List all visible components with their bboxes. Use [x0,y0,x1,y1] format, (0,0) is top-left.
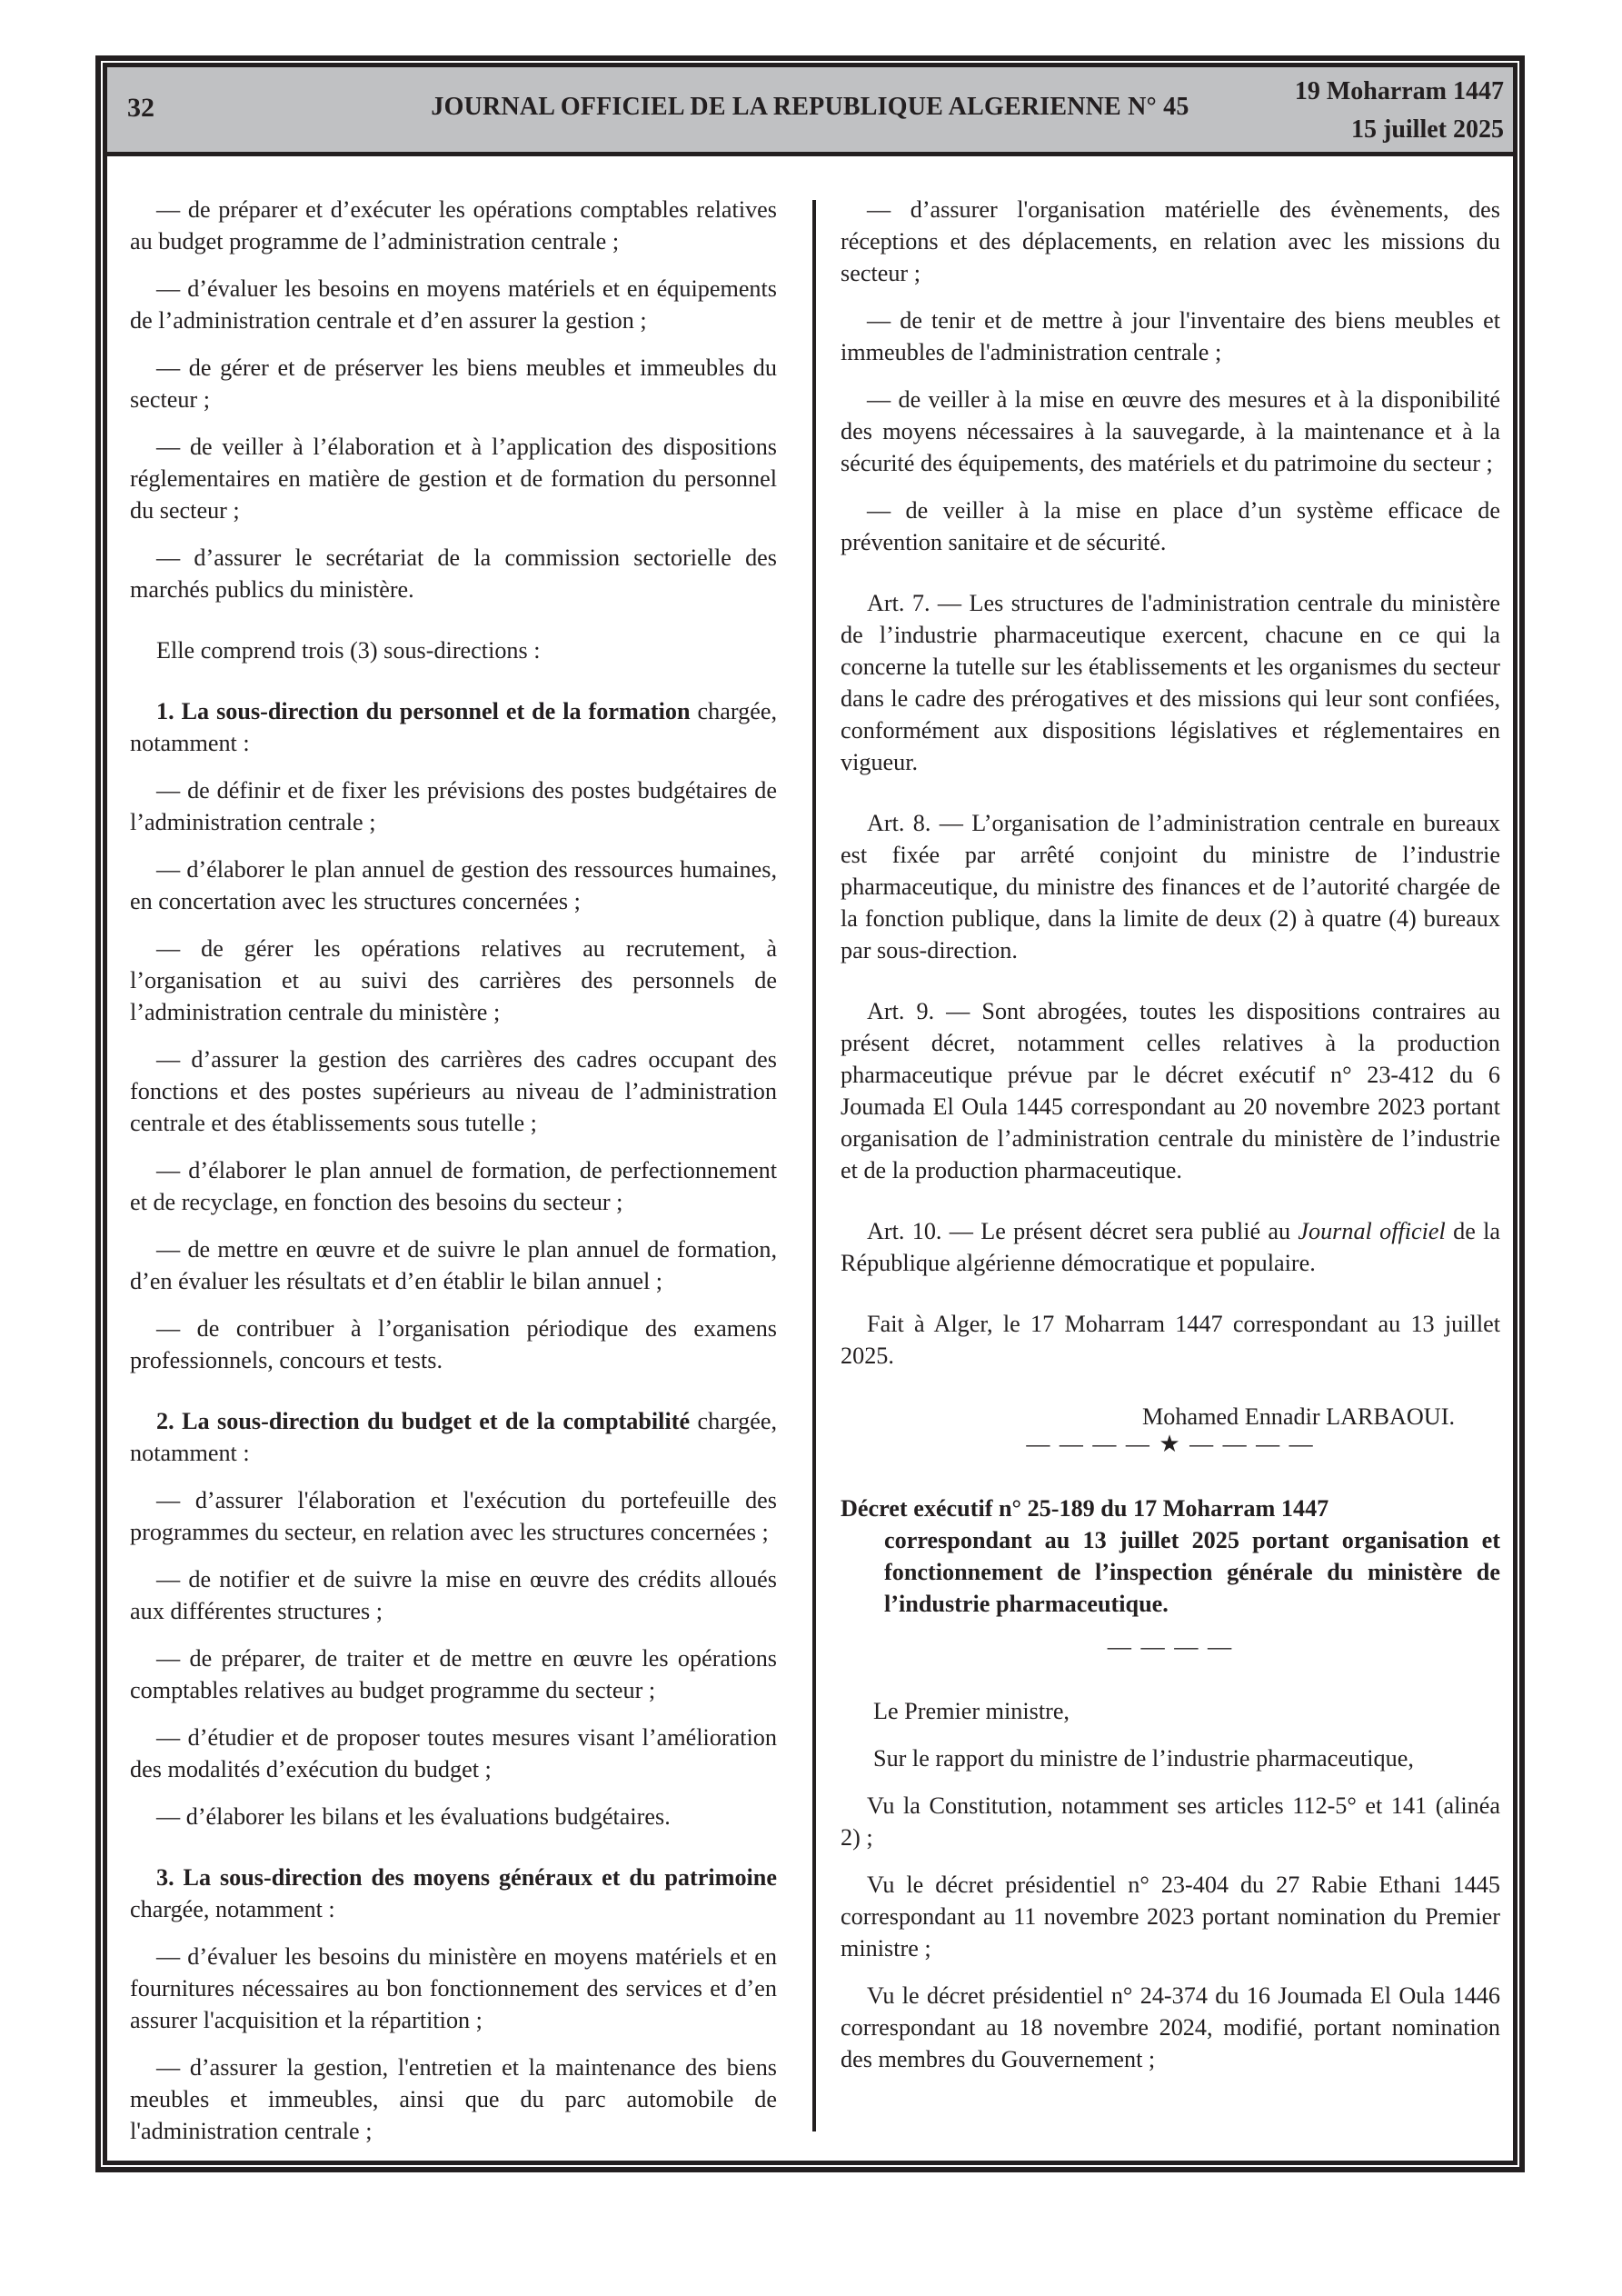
list-item: — de préparer, de traiter et de mettre en œuvre les opérations comptables relatives au budget programme du secteur ; [130,1645,777,1703]
subdirection-heading: 3. La sous-direction des moyens généraux et du patrimoine [156,1864,777,1891]
preamble-line: Sur le rapport du ministre de l’industrie pharmaceutique, [873,1745,1414,1772]
decree-title-rest: correspondant au 13 juillet 2025 portant organisation et fonctionnement de l’inspection générale du ministère de l’industrie pharmaceutique. [884,1527,1500,1617]
list-item: — de préparer et d’exécuter les opérations comptables relatives au budget programme de l’administration centrale ; [130,196,777,255]
article-7: Art. 7. — Les structures de l'administration centrale du ministère de l’industrie pharmaceutique exercent, chacune en ce qui la concerne la tutelle sur les établissements et les organismes du secteur dans le cadre des prérogatives et des missions qui leur sont confiées, conformément aux dispositions législatives et réglementaires en vigueur. [841,590,1500,775]
subdirection-1 [130,695,777,759]
short-separator: — — — — [1107,1633,1234,1660]
subdirections-intro: Elle comprend trois (3) sous-directions : [156,637,541,664]
preamble-vu: Vu le décret présidentiel n° 24-374 du 16 Joumada El Oula 1446 correspondant au 18 novembre 2024, modifié, portant nomination des membres du Gouvernement ; [841,1982,1500,2072]
journal-officiel-reference: Journal officiel [1298,1218,1446,1244]
list-item: — de gérer les opérations relatives au recrutement, à l’organisation et au suivi des carrières des personnels de l’administration centrale du ministère ; [130,935,777,1025]
list-item: — de tenir et de mettre à jour l'inventaire des biens meubles et immeubles de l'administration centrale ; [841,307,1500,365]
list-item: — d’évaluer les besoins en moyens matériels et en équipements de l’administration centrale et d’en assurer la gestion ; [130,275,777,334]
list-item: — d’assurer la gestion, l'entretien et la maintenance des biens meubles et immeubles, ainsi que du parc automobile de l'administration centrale ; [130,2054,777,2144]
list-item: — d’assurer l'organisation matérielle des évènements, des réceptions et des déplacements, en relation avec les missions du secteur ; [841,196,1500,286]
preamble-vu: Vu la Constitution, notamment ses articles 112-5° et 141 (alinéa 2) ; [841,1792,1500,1851]
list-item: — de veiller à la mise en place d’un système efficace de prévention sanitaire et de sécurité. [841,497,1500,555]
right-column [841,194,1500,2091]
subdirection-lead: chargée, notamment : [130,1896,335,1922]
hijri-date: 19 Moharram 1447 [1294,77,1504,105]
preamble-line: Le Premier ministre, [873,1698,1070,1724]
left-column [130,194,777,2162]
list-item: — de notifier et de suivre la mise en œuvre des crédits alloués aux différentes structures ; [130,1566,777,1624]
article-9: Art. 9. — Sont abrogées, toutes les dispositions contraires au présent décret, notamment celles relatives à la production pharmaceutique prévue par le décret exécutif n° 23-412 du 6 Joumada El Oula 1445 correspondant au 20 novembre 2023 portant organisation de l’administration centrale du ministère de l’industrie et de la production pharmaceutique. [841,998,1500,1183]
list-item: — d’assurer le secrétariat de la commission sectorielle des marchés publics du ministère. [130,544,777,603]
subdirection-2 [130,1405,777,1469]
page-number: 32 [127,93,154,123]
signature: Mohamed Ennadir LARBAOUI. [1141,1403,1455,1430]
article-10-text: Art. 10. — Le présent décret sera publié au [867,1218,1299,1244]
article-10 [841,1215,1500,1279]
list-item: — d’élaborer les bilans et les évaluations budgétaires. [156,1803,671,1830]
list-item: — de contribuer à l’organisation périodique des examens professionnels, concours et tests. [130,1315,777,1373]
subdirection-lead: chargée, notamment : [130,698,777,756]
list-item: — de gérer et de préserver les biens meubles et immeubles du secteur ; [130,354,777,413]
done-at: Fait à Alger, le 17 Moharram 1447 correspondant au 13 juillet 2025. [841,1311,1500,1369]
page-header [107,67,1513,156]
subdirection-heading: 1. La sous-direction du personnel et de la formation [156,698,691,724]
list-item: — d’élaborer le plan annuel de gestion des ressources humaines, en concertation avec les structures concernées ; [130,856,777,914]
list-item: — d’élaborer le plan annuel de formation, de perfectionnement et de recyclage, en fonction des besoins du secteur ; [130,1157,777,1215]
list-item: — d’étudier et de proposer toutes mesures visant l’amélioration des modalités d’exécution du budget ; [130,1724,777,1782]
list-item: — de définir et de fixer les prévisions des postes budgétaires de l’administration centrale ; [130,777,777,835]
list-item: — de veiller à la mise en œuvre des mesures et à la disponibilité des moyens nécessaires à la sauvegarde, à la maintenance et à la sécurité des équipements, des matériels et du patrimoine du secteur ; [841,386,1500,476]
list-item: — de veiller à l’élaboration et à l’application des dispositions réglementaires en matière de gestion et de formation du personnel du secteur ; [130,434,777,524]
issue-dates [1295,73,1504,149]
subdirection-lead: chargée, notamment : [130,1408,777,1466]
list-item: — d’assurer l'élaboration et l'exécution du portefeuille des programmes du secteur, en relation avec les structures concernées ; [130,1487,777,1545]
column-divider [812,200,816,2131]
gregorian-date: 15 juillet 2025 [1351,115,1504,144]
list-item: — d’évaluer les besoins du ministère en moyens matériels et en fournitures nécessaires au bon fonctionnement des services et d’en assurer l'acquisition et la répartition ; [130,1943,777,2033]
journal-title: JOURNAL OFFICIEL DE LA REPUBLIQUE ALGERIENNE N° 45 [431,93,1189,121]
preamble-vu: Vu le décret présidentiel n° 23-404 du 27 Rabie Ethani 1445 correspondant au 11 novembre 2023 portant nomination du Premier ministre ; [841,1872,1500,1962]
article-8: Art. 8. — L’organisation de l’administration centrale en bureaux est fixée par arrêté conjoint du ministre de l’industrie pharmaceutique, du ministre des finances et de l’autorité chargée de la fonction publique, dans la limite de deux (2) à quatre (4) bureaux par sous-direction. [841,810,1500,963]
list-item: — de mettre en œuvre et de suivre le plan annuel de formation, d’en évaluer les résultats et d’en établir le bilan annuel ; [130,1236,777,1294]
subdirection-heading: 2. La sous-direction du budget et de la comptabilité [156,1408,691,1434]
star-separator: — — — — ★ — — — — [1026,1431,1315,1457]
article-10-text-end: de la République algérienne démocratique et populaire. [841,1218,1500,1276]
decree-title-first-line: Décret exécutif n° 25-189 du 17 Moharram 1447 [841,1495,1329,1522]
subdirection-3 [130,1862,777,1925]
list-item: — d’assurer la gestion des carrières des cadres occupant des fonctions et des postes supérieurs au niveau de l’administration centrale et des établissements sous tutelle ; [130,1046,777,1136]
decree-title [797,1492,1500,1620]
